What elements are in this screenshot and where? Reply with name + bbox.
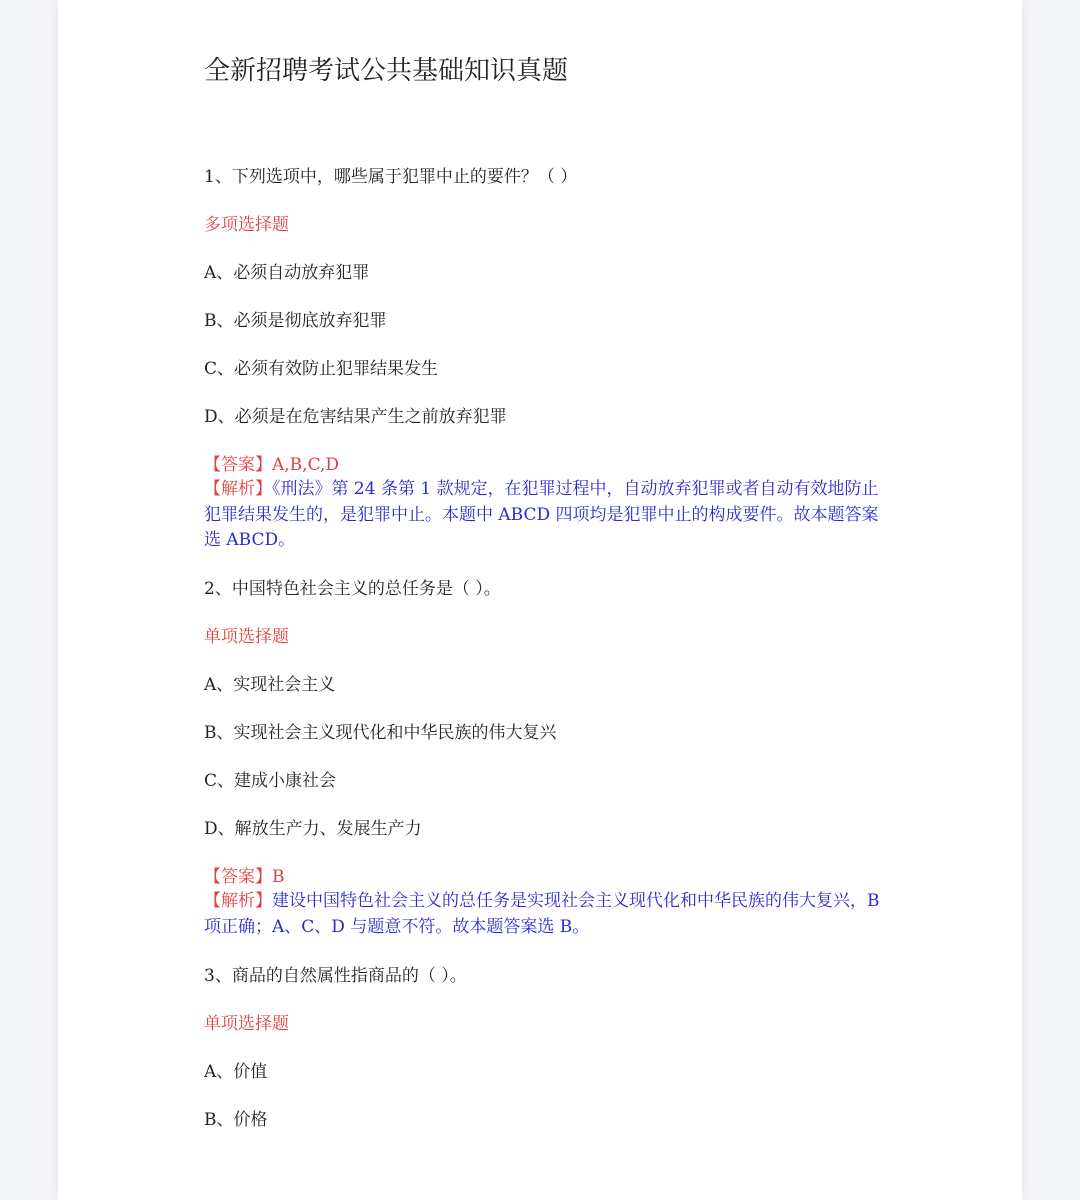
question-type: 单项选择题	[204, 1014, 289, 1034]
answer-line	[204, 453, 339, 477]
question-stem: 3、商品的自然属性指商品的（ ）。	[204, 966, 467, 986]
option-b: B、价格	[204, 1110, 268, 1130]
answer-label: 【答案】	[204, 455, 272, 475]
analysis-paragraph	[204, 889, 894, 940]
question-type: 单项选择题	[204, 627, 289, 647]
option-b: B、必须是彻底放弃犯罪	[204, 311, 387, 331]
option-d: D、必须是在危害结果产生之前放弃犯罪	[204, 407, 507, 427]
question-stem: 2、中国特色社会主义的总任务是（ ）。	[204, 579, 501, 599]
analysis-label: 【解析】	[204, 479, 272, 499]
option-c: C、建成小康社会	[204, 771, 337, 791]
analysis-text: 建设中国特色社会主义的总任务是实现社会主义现代化和中华民族的伟大复兴，B 项正确；A、C、D 与题意不符。故本题答案选 B。	[204, 891, 880, 937]
answer-label: 【答案】	[204, 867, 272, 887]
document-page	[58, 0, 1022, 1200]
option-d: D、解放生产力、发展生产力	[204, 819, 422, 839]
answer-value: A,B,C,D	[272, 455, 340, 475]
option-a: A、价值	[204, 1062, 268, 1082]
option-a: A、实现社会主义	[204, 675, 336, 695]
option-c: C、必须有效防止犯罪结果发生	[204, 359, 439, 379]
answer-line	[204, 865, 285, 889]
analysis-text: 《刑法》第 24 条第 1 款规定，在犯罪过程中，自动放弃犯罪或者自动有效地防止犯罪结果发生的，是犯罪中止。本题中 ABCD 四项均是犯罪中止的构成要件。故本题答案选 ABCD。	[204, 479, 879, 550]
page-title: 全新招聘考试公共基础知识真题	[204, 56, 569, 86]
question-type: 多项选择题	[204, 215, 289, 235]
option-b: B、实现社会主义现代化和中华民族的伟大复兴	[204, 723, 557, 743]
answer-value: B	[272, 867, 285, 887]
analysis-label: 【解析】	[204, 891, 272, 911]
option-a: A、必须自动放弃犯罪	[204, 263, 370, 283]
analysis-paragraph	[204, 477, 894, 554]
question-stem: 1、下列选项中，哪些属于犯罪中止的要件？（ ）	[204, 167, 578, 187]
